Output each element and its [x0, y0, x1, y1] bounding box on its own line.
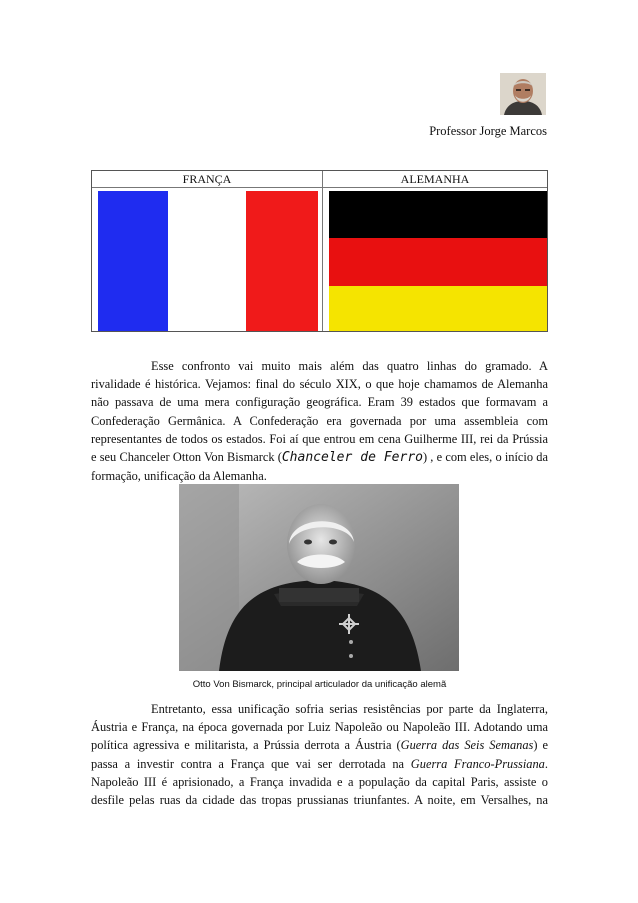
bismarck-portrait-photo [179, 484, 459, 671]
france-header: FRANÇA [182, 172, 232, 186]
france-stripe-red [246, 191, 318, 331]
paragraph-line: Entretanto, essa unificação sofria serias resistências por parte da Inglaterra, [151, 702, 548, 716]
germany-stripe-gold [329, 286, 547, 331]
paragraph-line: Napoleão III é aprisionado, a França invadida e a população da capital Paris, assiste o [91, 774, 548, 789]
war-name-italic: Guerra Franco-Prussiana [410, 756, 545, 771]
paragraph-line: desfile pelas ruas da cidade das tropas prussianas triunfantes. A noite, em Versalhes, na [91, 793, 548, 808]
war-name-italic: Guerra das Seis Semanas [400, 738, 534, 753]
paragraph-line: Confederação Germânica. A Confederação era governada por uma assembleia com [91, 413, 548, 428]
paragraph-line: representantes de todos os estados. Foi aí que entrou em cena Guilherme III, rei da Prússia [91, 431, 548, 446]
paragraph-line: Esse confronto vai muito mais além das quatro linhas do gramado. A [151, 359, 548, 373]
nickname-highlight: Chanceler de Ferro [281, 450, 423, 466]
author-name: Professor Jorge Marcos [429, 124, 547, 138]
paragraph-unification [91, 700, 548, 809]
germany-stripe-red [329, 238, 547, 286]
paragraph-line: formação, unificação da Alemanha. [91, 469, 267, 484]
person-portrait-icon [500, 73, 546, 115]
paragraph-intro [91, 357, 548, 485]
germany-stripe-black [329, 191, 547, 238]
paragraph-line: política agressiva e militarista, a Prússia derrota a Áustria (Guerra das Seis Semanas) e [91, 738, 549, 753]
table-divider-horizontal [92, 187, 547, 188]
photo-caption: Otto Von Bismarck, principal articulador da unificação alemã [192, 679, 447, 690]
paragraph-line: e seu Chanceler Otton Von Bismarck (Chanceler de Ferro) , e com eles, o início da [91, 450, 548, 466]
flags-table [91, 170, 548, 332]
paragraph-line: passa a investir contra a França que vai ser derrotada na Guerra Franco-Prussiana. [91, 756, 548, 771]
author-photo [500, 73, 546, 115]
france-stripe-blue [98, 191, 168, 331]
paragraph-line: Áustria e França, na época governada por Luiz Napoleão ou Napoleão III. Adotando uma [91, 720, 548, 735]
table-divider-vertical [322, 171, 323, 331]
paragraph-line: não passava de uma mera configuração geográfica. Eram 39 estados que formavam a [91, 395, 548, 410]
germany-header: ALEMANHA [400, 172, 470, 186]
france-stripe-white [168, 191, 246, 331]
paragraph-line: rivalidade é histórica. Vejamos: final do século XIX, o que hoje chamamos de Alemanha [91, 377, 548, 392]
